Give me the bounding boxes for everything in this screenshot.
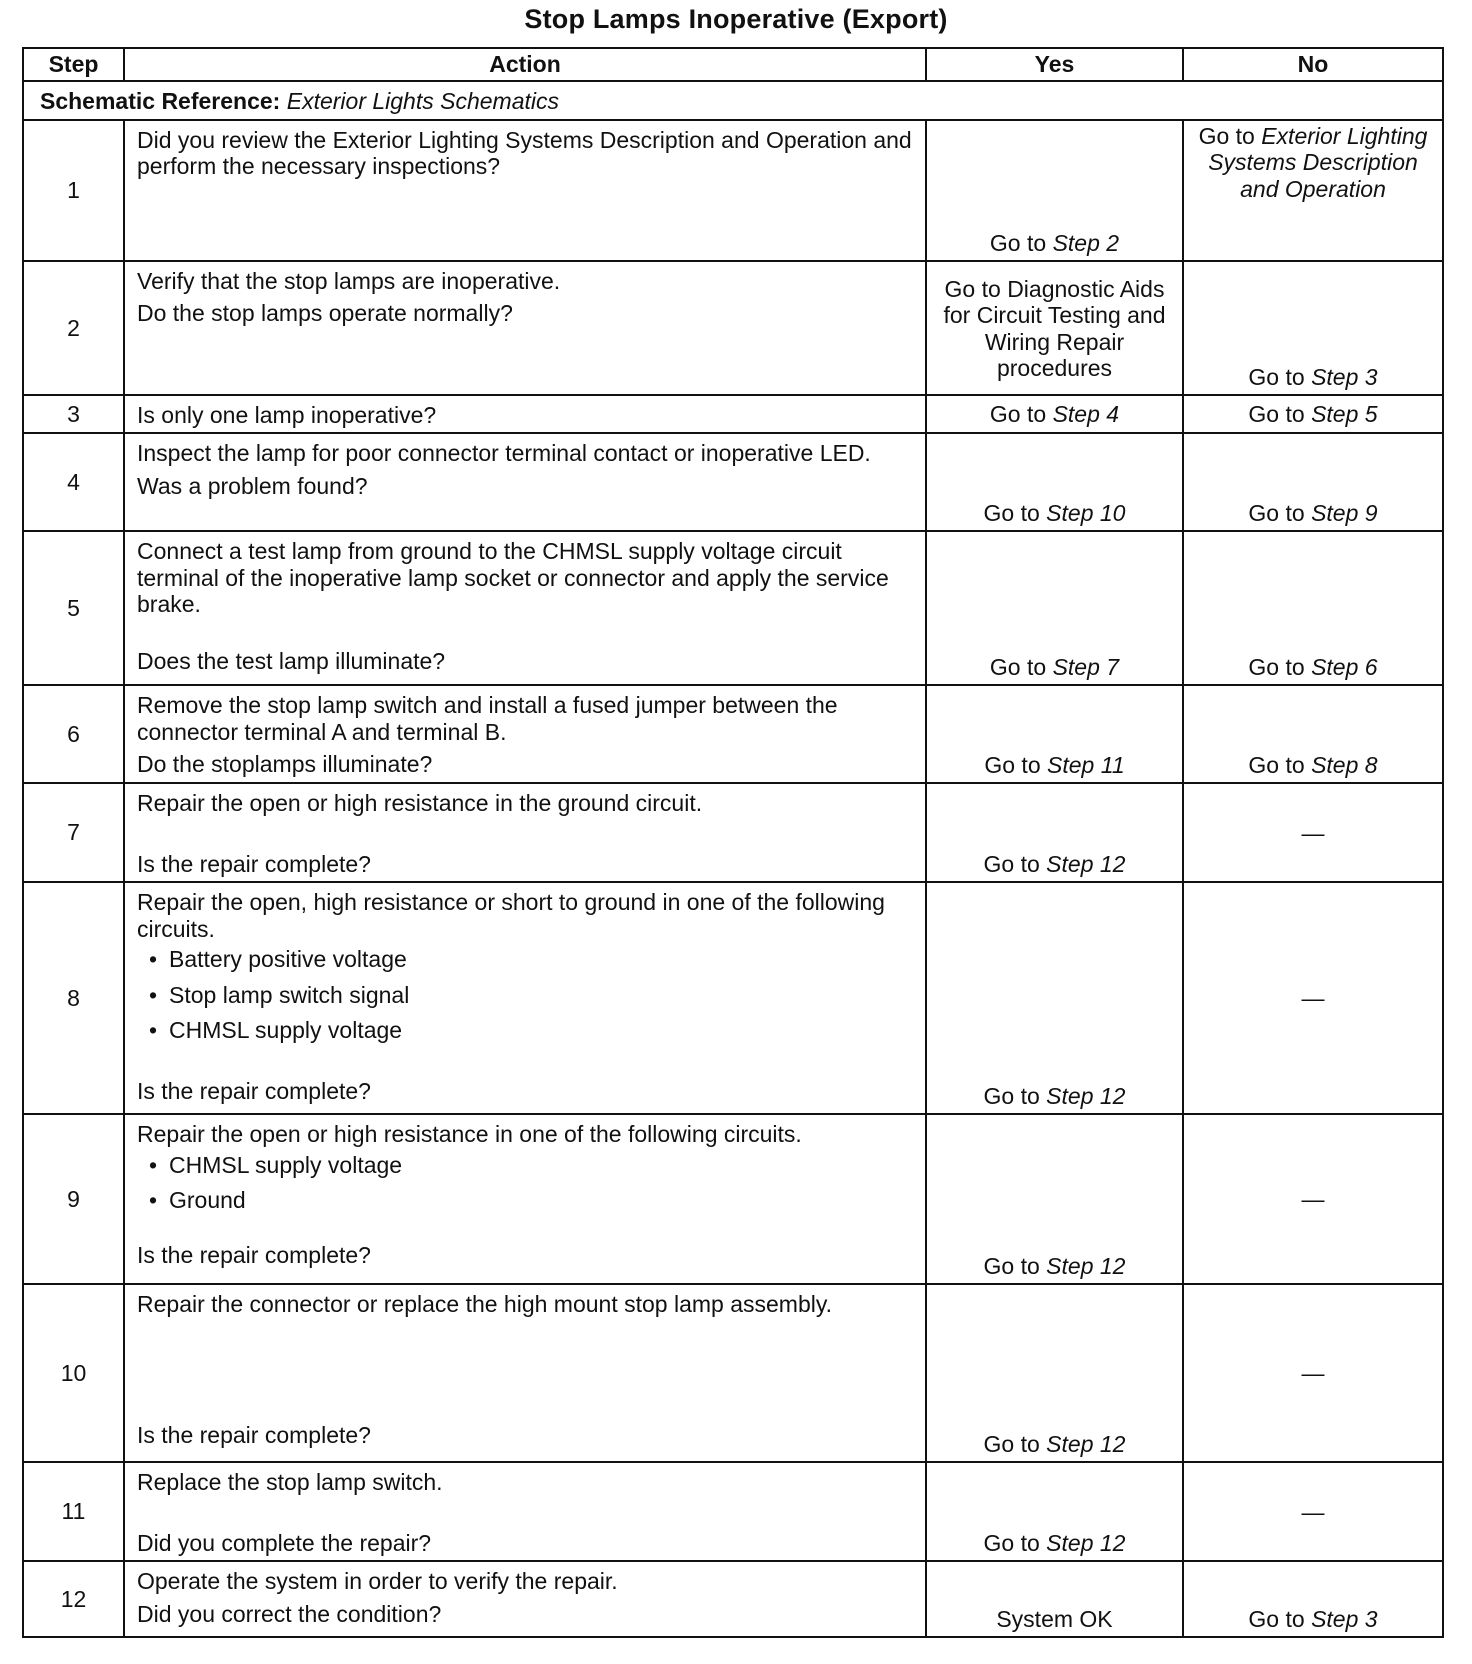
action-text: Verify that the stop lamps are inoperative. — [137, 268, 561, 294]
no-cell — [1183, 685, 1443, 783]
goto-text: Go to — [1198, 123, 1255, 149]
action-question: Did you complete the repair? — [137, 1529, 432, 1556]
action-question: Is the repair complete? — [137, 1241, 371, 1268]
list-item: • CHMSL supply voltage — [169, 1152, 919, 1178]
table-row — [23, 685, 1443, 783]
goto-text: Go to — [983, 850, 1040, 877]
yes-step-ref: 10 — [1099, 500, 1126, 526]
goto-text: Go to — [989, 654, 1047, 680]
goto-text: Go to — [1248, 752, 1305, 778]
step-number: 3 — [23, 395, 124, 433]
yes-cell — [926, 783, 1183, 882]
step-number: 8 — [23, 882, 124, 1114]
yes-step-ref: 7 — [1106, 654, 1120, 680]
schematic-link: Exterior Lights Schematics — [286, 88, 560, 114]
action-cell — [124, 882, 926, 1114]
action-cell — [124, 783, 926, 882]
header-step: Step — [23, 48, 124, 81]
yes-text: Go to Diagnostic Aids for Circuit Testing and Wiring Repair procedures — [943, 276, 1166, 382]
yes-step-ref: 12 — [1099, 1082, 1126, 1109]
goto-text: Go to — [1248, 401, 1305, 427]
step-number: 4 — [23, 433, 124, 531]
yes-cell — [926, 1561, 1183, 1637]
action-cell — [124, 1284, 926, 1462]
schematic-label: Schematic Reference: — [40, 88, 281, 114]
goto-text: Go to — [1248, 363, 1305, 390]
table-row — [23, 1284, 1443, 1462]
step-number: 6 — [23, 685, 124, 783]
goto-text: Go to — [983, 1082, 1040, 1109]
page-title: Stop Lamps Inoperative (Export) — [524, 4, 948, 34]
goto-text: Go to — [983, 1252, 1040, 1279]
step-word: Step — [1046, 1252, 1094, 1279]
step-word: Step — [1311, 752, 1359, 778]
no-step-ref: 8 — [1364, 752, 1378, 778]
step-word: Step — [1311, 500, 1359, 526]
action-text: Is only one lamp inoperative? — [137, 402, 437, 428]
step-number: 9 — [23, 1114, 124, 1284]
table-row — [23, 1114, 1443, 1284]
yes-cell — [926, 685, 1183, 783]
yes-text: System OK — [996, 1605, 1113, 1632]
step-word: Step — [1052, 401, 1100, 427]
yes-step-ref: 12 — [1099, 1529, 1126, 1556]
table-row — [23, 261, 1443, 395]
no-cell — [1183, 783, 1443, 882]
action-cell — [124, 433, 926, 531]
table-row — [23, 783, 1443, 882]
step-word: Step — [1047, 752, 1095, 778]
no-action: — — [1301, 1360, 1325, 1387]
goto-text: Go to — [1248, 500, 1305, 526]
no-step-ref: 9 — [1364, 500, 1378, 526]
action-text: Did you review the Exterior Lighting Systems Description and Operation and perform the necessary inspections? — [137, 127, 912, 180]
yes-cell — [926, 261, 1183, 395]
no-cell — [1183, 1114, 1443, 1284]
yes-cell — [926, 120, 1183, 261]
table-row — [23, 1462, 1443, 1561]
circuit-list — [137, 1152, 919, 1214]
goto-text: Go to — [989, 401, 1047, 427]
step-word: Step — [1046, 500, 1094, 526]
yes-cell — [926, 531, 1183, 685]
action-text: Repair the open, high resistance or short to ground in one of the following circuits. — [137, 889, 885, 942]
list-item: • Ground — [169, 1187, 919, 1213]
step-word: Step — [1046, 1082, 1094, 1109]
action-cell — [124, 120, 926, 261]
list-item: • Battery positive voltage — [169, 946, 919, 972]
step-number: 7 — [23, 783, 124, 882]
no-step-ref: 6 — [1364, 654, 1378, 680]
no-cell — [1183, 882, 1443, 1114]
no-action: — — [1301, 1186, 1325, 1213]
schematic-row — [23, 81, 1443, 120]
goto-text: Go to — [1248, 1605, 1305, 1632]
action-cell — [124, 1561, 926, 1637]
no-cell — [1183, 1284, 1443, 1462]
table-row — [23, 395, 1443, 433]
no-cell — [1183, 433, 1443, 531]
no-cell — [1183, 531, 1443, 685]
action-question: Do the stop lamps operate normally? — [137, 300, 513, 327]
goto-text: Go to — [983, 1430, 1040, 1457]
action-cell — [124, 531, 926, 685]
no-cell — [1183, 1561, 1443, 1637]
action-text: Repair the open or high resistance in the ground circuit. — [137, 790, 703, 817]
action-text: Replace the stop lamp switch. — [137, 1469, 443, 1496]
action-cell — [124, 1114, 926, 1284]
table-row — [23, 531, 1443, 685]
action-cell — [124, 1462, 926, 1561]
goto-text: Go to — [1248, 654, 1305, 680]
yes-cell — [926, 1284, 1183, 1462]
circuit-list — [137, 946, 919, 1043]
header-action: Action — [124, 48, 926, 81]
step-number: 1 — [23, 120, 124, 261]
step-word: Step — [1052, 654, 1100, 680]
step-word: Step — [1311, 654, 1359, 680]
no-cell — [1183, 395, 1443, 433]
no-step-ref: 5 — [1364, 401, 1378, 427]
action-text: Connect a test lamp from ground to the CHMSL supply voltage circuit terminal of the inoperative lamp socket or connector and apply the service brake. — [137, 538, 889, 618]
diagnostic-table — [22, 47, 1444, 1638]
no-action: — — [1301, 985, 1325, 1012]
action-question: Does the test lamp illuminate? — [137, 647, 446, 674]
yes-step-ref: 11 — [1100, 752, 1125, 778]
step-number: 12 — [23, 1561, 124, 1637]
action-text: Remove the stop lamp switch and install a fused jumper between the connector terminal A and terminal B. — [137, 692, 838, 745]
step-word: Step — [1052, 229, 1100, 256]
step-number: 11 — [23, 1462, 124, 1561]
no-cell — [1183, 1462, 1443, 1561]
table-row — [23, 1561, 1443, 1637]
header-no: No — [1183, 48, 1443, 81]
action-cell — [124, 395, 926, 433]
step-word: Step — [1046, 1529, 1094, 1556]
no-cell — [1183, 120, 1443, 261]
schematic-reference — [23, 81, 1443, 120]
action-question: Do the stoplamps illuminate? — [137, 751, 433, 778]
step-word: Step — [1311, 401, 1359, 427]
yes-step-ref: 4 — [1106, 401, 1120, 427]
no-action: — — [1301, 819, 1325, 846]
step-word: Step — [1046, 850, 1094, 877]
action-text: Repair the connector or replace the high mount stop lamp assembly. — [137, 1291, 833, 1318]
yes-step-ref: 12 — [1099, 1252, 1126, 1279]
action-text: Inspect the lamp for poor connector terminal contact or inoperative LED. — [137, 440, 871, 467]
no-action: — — [1301, 1498, 1325, 1525]
action-text: Operate the system in order to verify the repair. — [137, 1568, 618, 1595]
goto-text: Go to — [989, 229, 1047, 256]
goto-text: Go to — [983, 500, 1040, 526]
yes-cell — [926, 1114, 1183, 1284]
no-step-ref: 3 — [1364, 1605, 1378, 1632]
action-cell — [124, 261, 926, 395]
yes-step-ref: 12 — [1099, 850, 1126, 877]
yes-step-ref: 12 — [1099, 1430, 1126, 1457]
step-number: 5 — [23, 531, 124, 685]
step-number: 10 — [23, 1284, 124, 1462]
action-question: Is the repair complete? — [137, 850, 371, 877]
action-text: Repair the open or high resistance in one of the following circuits. — [137, 1121, 802, 1148]
yes-cell — [926, 882, 1183, 1114]
step-word: Step — [1311, 1605, 1359, 1632]
step-word: Step — [1311, 363, 1359, 390]
action-cell — [124, 685, 926, 783]
goto-text: Go to — [983, 1529, 1040, 1556]
step-word: Step — [1046, 1430, 1094, 1457]
list-item: • CHMSL supply voltage — [169, 1017, 919, 1043]
header-yes: Yes — [926, 48, 1183, 81]
table-row — [23, 882, 1443, 1114]
no-ref: Exterior Lighting Systems Description and Operation — [1208, 123, 1428, 202]
action-question: Is the repair complete? — [137, 1421, 371, 1448]
yes-cell — [926, 433, 1183, 531]
table-row — [23, 433, 1443, 531]
table-row — [23, 120, 1443, 261]
yes-cell — [926, 1462, 1183, 1561]
list-item: • Stop lamp switch signal — [169, 982, 919, 1008]
action-question: Was a problem found? — [137, 472, 368, 499]
no-step-ref: 3 — [1364, 363, 1378, 390]
no-cell — [1183, 261, 1443, 395]
header-row — [23, 48, 1443, 81]
step-number: 2 — [23, 261, 124, 395]
action-question: Is the repair complete? — [137, 1077, 371, 1104]
action-question: Did you correct the condition? — [137, 1600, 442, 1627]
goto-text: Go to — [984, 752, 1041, 778]
yes-cell — [926, 395, 1183, 433]
yes-step-ref: 2 — [1106, 229, 1120, 256]
